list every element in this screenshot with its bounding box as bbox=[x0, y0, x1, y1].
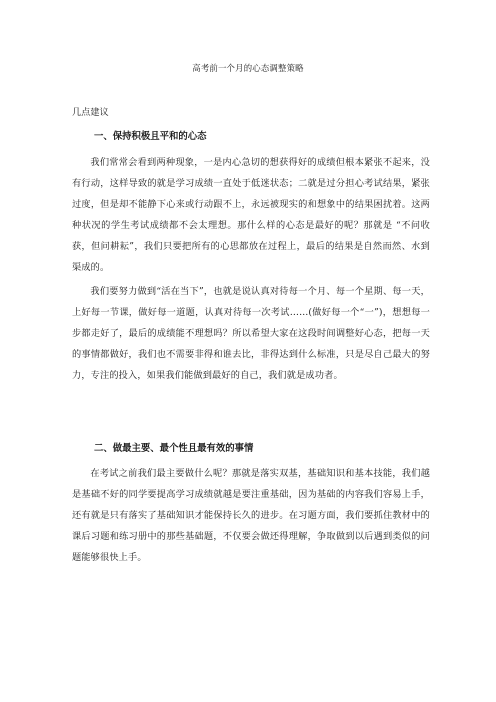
section-1-paragraph-2: 我们要努力做到“活在当下”，也就是说认真对待每一个月、每一个星期、每一天，上好每一节课，做好每一道题，认真对待每一次考试……(做好每一个“一”)，想想每一步都走好了，最后的成绩能不理想吗？所以希望大家在这段时间调整好心态，把每一天的事情都做好，我们也不需要非得和谁去比，非得达到什么标准，只是尽自己最大的努力，专注的投入，如果我们能做到最好的自己，我们就是成功者。 bbox=[72, 286, 430, 381]
section-heading-2: 二、做最主要、最个性且最有效的事情 bbox=[94, 443, 254, 454]
section-1-paragraph-1: 我们常常会看到两种现象，一是内心急切的想获得好的成绩但根本紧张不起来，没有行动，这样导致的就是学习成绩一直处于低迷状态；二就是过分担心考试结果，紧张过度，但是却不能静下心来或行动跟不上，永远被现实的和想象中的结果困扰着。这两种状况的学生考试成绩都不会太理想。那什么样的心态是最好的呢？那就是 “不问收获，但问耕耘”，我们只要把所有的心思都放在过程上，最后的结果是自然而然、水到渠成的。 bbox=[72, 157, 430, 273]
section-2-paragraph-1: 在考试之前我们最主要做什么呢？那就是落实双基，基础知识和基本技能，我们越是基础不好的同学要提高学习成绩就越是要注重基础，因为基础的内容我们容易上手，还有就是只有落实了基础知识才能保持长久的进步。在习题方面，我们要抓住教材中的课后习题和练习册中的那些基础题，不仅要会做还得理解，争取做到以后遇到类似的问题能够很快上手。 bbox=[72, 468, 430, 563]
intro-label: 几点建议 bbox=[72, 107, 109, 118]
document-title: 高考前一个月的心态调整策略 bbox=[192, 63, 304, 73]
section-heading-1: 一、保持积极且平和的心态 bbox=[94, 131, 207, 142]
